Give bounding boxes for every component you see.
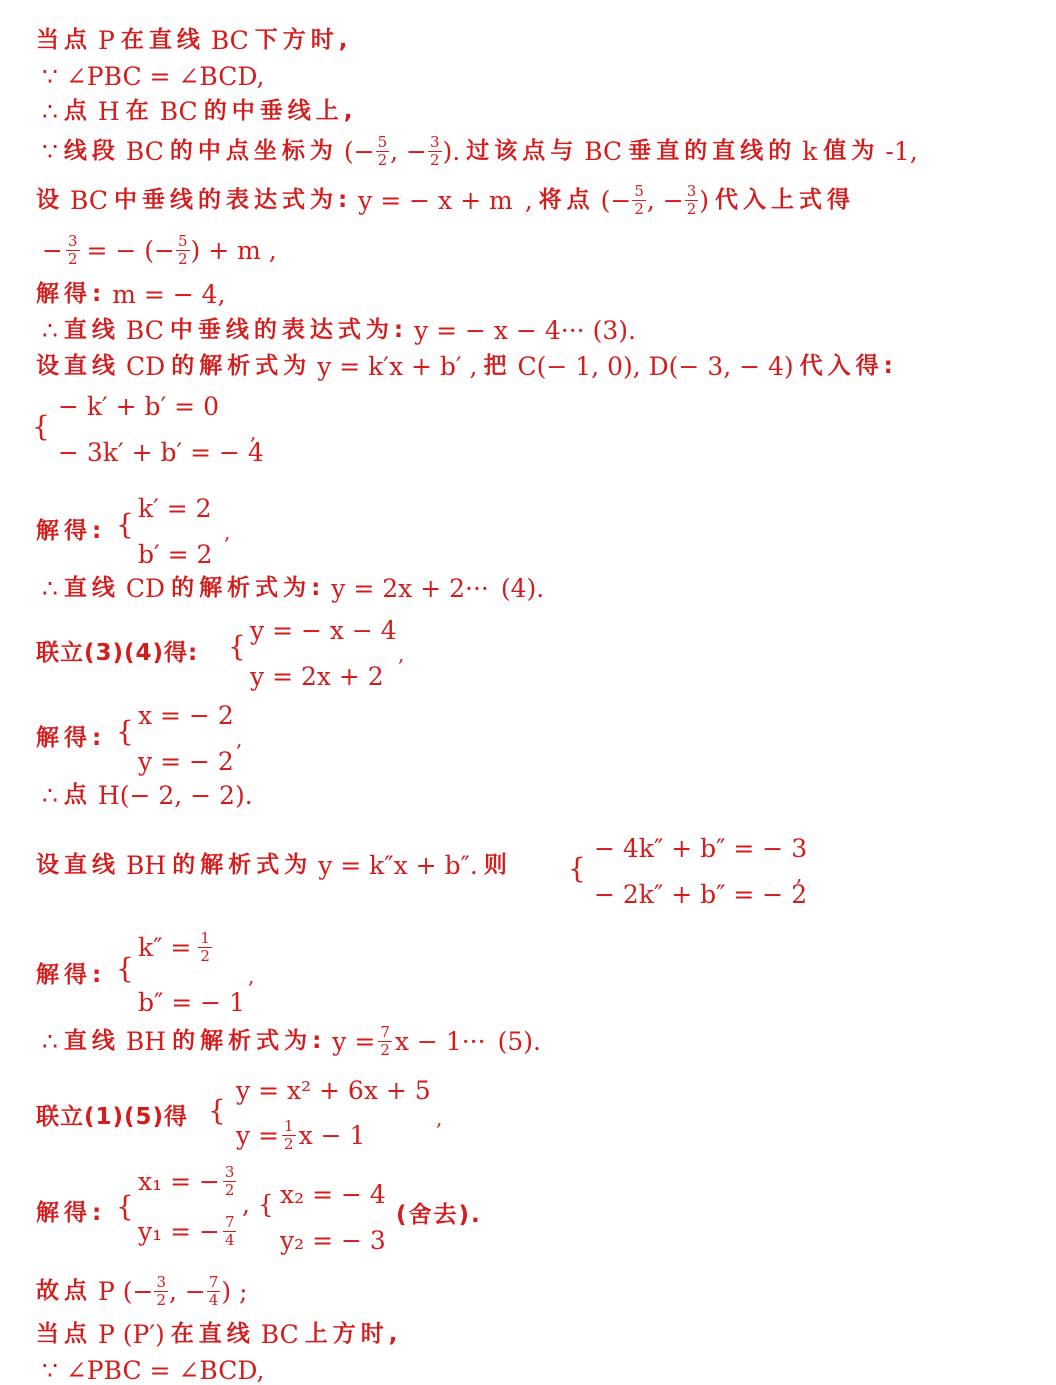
text: 则 [483, 852, 512, 878]
equation-system [566, 832, 826, 912]
math: x − 1··· [394, 1027, 486, 1057]
math: ) [699, 186, 710, 216]
text: 值为 [823, 138, 880, 165]
line-7 [36, 282, 232, 307]
math: y = k′x + b′ , [317, 352, 478, 381]
line-1 [36, 28, 353, 53]
equation: b′ = 2 [138, 540, 213, 569]
math: , − [646, 186, 684, 216]
math: ) ; [221, 1277, 248, 1307]
text: 直线 [63, 1028, 120, 1055]
text: 线段 [63, 138, 120, 165]
equation: y = − x − 4 [250, 616, 397, 645]
math: CD [126, 352, 166, 381]
text: 将点 [538, 187, 595, 214]
math: , − [169, 1277, 206, 1307]
math: BC [260, 1320, 299, 1349]
math: = − (− [86, 236, 175, 266]
math: (5). [497, 1027, 541, 1057]
comma: , [224, 520, 231, 544]
text: 的解析式为 [172, 852, 313, 878]
fraction: $\frac{5}{2}$ [634, 182, 644, 219]
text: 解得: [36, 962, 107, 988]
equation: y = x² + 6x + 5 [236, 1076, 431, 1105]
math: H [97, 97, 120, 126]
math: P (− [98, 1277, 154, 1307]
text: 解得: [36, 1200, 107, 1226]
text: 设直线 [36, 852, 120, 878]
fraction: $\frac{5}{2}$ [178, 232, 188, 269]
math: C(− 1, 0), D(− 3, − 4) [517, 352, 794, 381]
text: 下方时, [254, 27, 353, 53]
math: BC [125, 316, 164, 345]
text: 当点 [36, 27, 92, 53]
equation: k″ = $\frac{1}{2}$ [138, 929, 210, 966]
equation: − 2k″ + b″ = − 2 [594, 880, 808, 909]
line-8 [36, 318, 642, 343]
equation: k′ = 2 [138, 494, 212, 523]
text: 设 [36, 187, 64, 214]
text: 点 [63, 782, 92, 808]
math: , [524, 186, 533, 216]
equation-system [36, 1074, 456, 1164]
math: ∴ [42, 1027, 58, 1057]
equation: − k′ + b′ = 0 [58, 392, 219, 421]
math: P (P′) [98, 1320, 165, 1349]
brace: { [568, 852, 586, 885]
math: y = 2x + 2··· [331, 574, 489, 603]
equation: y = $\frac{1}{2}$ x − 1 [236, 1117, 366, 1154]
line-5 [36, 183, 855, 219]
line-13 [36, 1024, 547, 1060]
math: m = − 4, [112, 280, 226, 309]
math: − [42, 236, 63, 266]
comma: , [796, 862, 803, 886]
text: 直线 [63, 575, 120, 601]
math: P [98, 26, 115, 55]
math: (4). [500, 574, 545, 603]
math: , − [390, 137, 427, 167]
solution-system [36, 928, 296, 1018]
math: H(− 2, − 2). [97, 781, 253, 810]
math: ∴ [42, 316, 58, 345]
line-2 [36, 64, 270, 89]
math: BC [159, 97, 198, 126]
math: ∴ [42, 574, 58, 603]
math: BH [125, 1027, 167, 1057]
math: BC [584, 137, 623, 167]
equation: y = − 2 [138, 747, 234, 776]
text: 在直线 [170, 1321, 255, 1347]
brace: { [208, 1094, 226, 1127]
text: 的解析式为: [171, 575, 326, 601]
brace: { [116, 508, 134, 541]
math: ∴ [42, 97, 58, 126]
math: ∵ ∠PBC = ∠BCD, [42, 1356, 265, 1385]
line-16 [36, 1358, 270, 1383]
comma: , [236, 727, 243, 751]
text: 中垂线的表达式为: [169, 317, 409, 343]
equation: x₂ = − 4 [280, 1180, 386, 1209]
text: 的中点坐标为 [169, 138, 338, 165]
text: 在直线 [120, 27, 205, 53]
text: 点 [63, 98, 92, 124]
fraction: $\frac{3}{2}$ [67, 232, 78, 269]
text: 垂直的直线的 [628, 138, 797, 165]
text: 的解析式为: [172, 1028, 327, 1055]
text: 解得: [36, 725, 107, 751]
equation: x₁ = − $\frac{3}{2}$ [138, 1163, 235, 1200]
text: 上方时, [304, 1321, 403, 1347]
brace: { [116, 952, 134, 985]
math: ∵ [42, 137, 58, 167]
math: BC [125, 137, 164, 167]
fraction: $\frac{3}{2}$ [156, 1273, 167, 1310]
line-4 [36, 134, 924, 170]
math: ) + m , [190, 236, 277, 266]
comma: , [436, 1106, 443, 1130]
comma: , [398, 642, 405, 666]
equation: − 3k′ + b′ = − 4 [58, 438, 264, 467]
text: 的解析式为 [171, 353, 312, 379]
equation: y = 2x + 2 [250, 662, 384, 691]
comma: , [250, 420, 257, 444]
text: 的中垂线上, [203, 98, 358, 124]
text: 代入得: [799, 353, 898, 379]
solution-system [36, 1162, 536, 1266]
text: 故点 [36, 1278, 92, 1305]
math: y = − x − 4··· (3). [414, 316, 636, 345]
equation-system [36, 612, 436, 692]
text: 直线 [63, 317, 120, 343]
math: y = [332, 1027, 376, 1057]
math: BC [210, 26, 249, 55]
fraction: $\frac{3}{2}$ [686, 182, 697, 219]
fraction: $\frac{5}{2}$ [377, 133, 388, 170]
equation: x = − 2 [138, 701, 234, 730]
math: -1, [885, 137, 918, 167]
math: y = k″x + b″. [318, 851, 478, 880]
math: (− [343, 137, 375, 167]
solution-system [36, 697, 296, 777]
text: 代入上式得 [715, 187, 856, 214]
text: 设直线 [36, 353, 120, 379]
text: 联立(3)(4)得: [36, 640, 199, 666]
math: k [802, 137, 818, 167]
math: BC [70, 186, 108, 216]
fraction: $\frac{7}{4}$ [208, 1273, 219, 1310]
text: (舍去). [396, 1202, 482, 1228]
text: 解得: [36, 281, 107, 307]
math: ∵ ∠PBC = ∠BCD, [42, 62, 265, 91]
solution-system [36, 490, 296, 570]
text: 解得: [36, 518, 107, 544]
line-12 [36, 853, 512, 878]
fraction: $\frac{7}{2}$ [380, 1023, 390, 1060]
line-9 [36, 354, 898, 379]
text: 把 [483, 353, 512, 379]
text: 在 [125, 98, 154, 124]
line-15 [36, 1322, 403, 1347]
math: CD [125, 574, 166, 603]
equation: − 4k″ + b″ = − 3 [594, 834, 808, 863]
line-10 [36, 576, 550, 601]
brace: { [116, 715, 134, 748]
equation: y₂ = − 3 [280, 1226, 386, 1255]
equation: y₁ = − $\frac{7}{4}$ [138, 1213, 235, 1250]
text: 中垂线的表达式为: [113, 187, 353, 214]
brace: { [116, 1190, 134, 1223]
math: BH [126, 851, 167, 880]
text: 联立(1)(5)得 [36, 1104, 189, 1130]
math: ∴ [42, 781, 58, 810]
line-14 [36, 1274, 254, 1310]
text: 过该点与 [466, 138, 579, 165]
fraction: $\frac{3}{2}$ [429, 133, 440, 170]
equation: b″ = − 1 [138, 988, 245, 1017]
math: y = − x + m [358, 186, 513, 216]
comma: , [248, 964, 255, 988]
brace: { [32, 410, 50, 443]
math: ). [442, 137, 461, 167]
brace: { [228, 630, 246, 663]
line-11 [36, 783, 259, 808]
line-3 [36, 99, 357, 124]
line-6 [36, 233, 283, 269]
brace: , { [242, 1190, 274, 1219]
text: 当点 [36, 1321, 92, 1347]
equation-system [30, 390, 290, 470]
math: (− [600, 186, 632, 216]
